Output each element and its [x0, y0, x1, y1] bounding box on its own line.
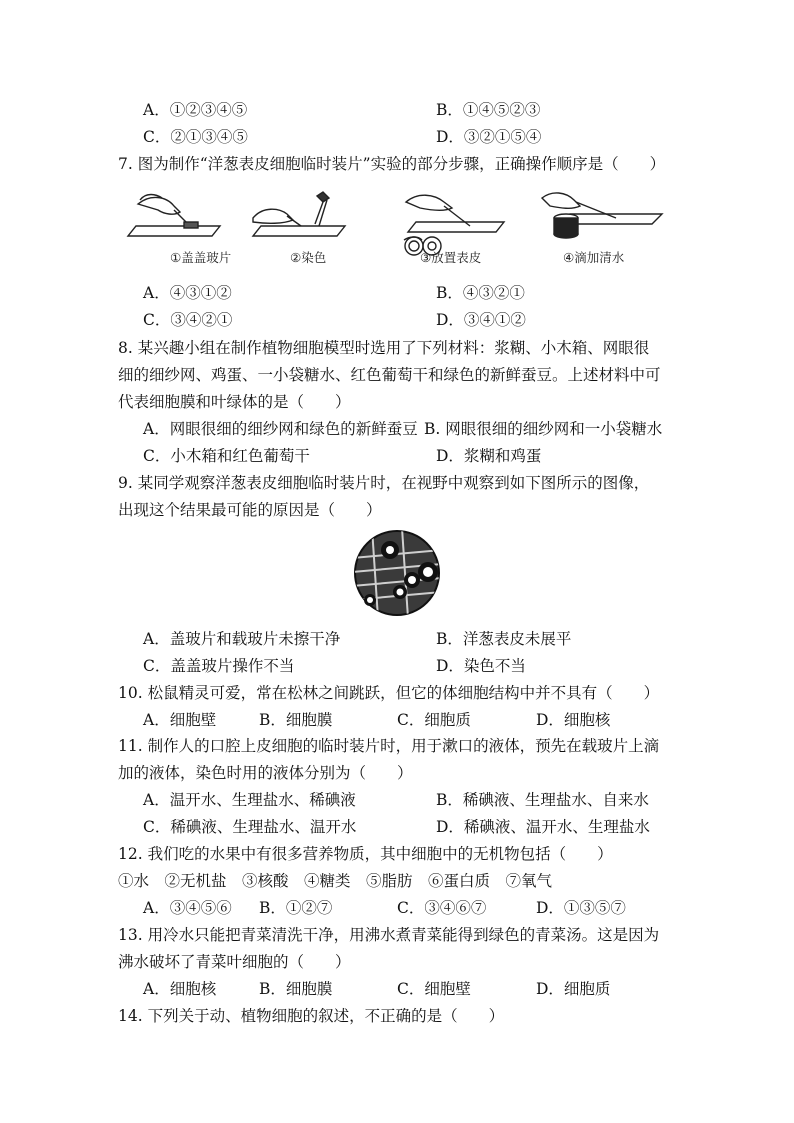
q10-option-b: B．细胞膜: [259, 711, 333, 729]
q9-stem-line-1: 9. 某同学观察洋葱表皮细胞临时装片时，在视野中观察到如下图所示的图像，: [118, 474, 650, 492]
q9-option-c: C．盖盖玻片操作不当: [143, 657, 295, 675]
q12-option-a: A．③④⑤⑥: [143, 899, 232, 917]
q6-option-a: A．①②③④⑤: [143, 101, 248, 119]
q13-option-d: D．细胞质: [536, 980, 611, 998]
q7-option-c: C．③④②①: [143, 311, 233, 329]
q12-option-d: D．①③⑤⑦: [536, 899, 626, 917]
q10-option-a: A．细胞壁: [143, 711, 217, 729]
q8-option-b: B. 网眼很细的细纱网和一小袋糖水: [424, 420, 663, 438]
q13-stem-line-2: 沸水破坏了青菜叶细胞的（ ）: [118, 953, 351, 971]
q6-option-d: D．③②①⑤④: [436, 128, 542, 146]
q6-option-b: B．①④⑤②③: [436, 101, 541, 119]
q10-option-d: D．细胞核: [536, 711, 611, 729]
step1-cover-slip-figure: [128, 195, 220, 237]
q10-stem: 10. 松鼠精灵可爱，常在松林之间跳跃，但它的体细胞结构中并不具有（ ）: [118, 684, 660, 702]
q13-stem-line-1: 13. 用冷水只能把青菜清洗干净，用沸水煮青菜能得到绿色的青菜汤。这是因为: [118, 926, 660, 944]
q7-caption-4: ④滴加清水: [563, 250, 625, 265]
q10-option-c: C．细胞质: [397, 711, 471, 729]
q14-stem: 14. 下列关于动、植物细胞的叙述，不正确的是（ ）: [118, 1007, 505, 1025]
q9-option-d: D．染色不当: [436, 657, 526, 675]
q7-caption-1: ①盖盖玻片: [170, 250, 232, 265]
q11-stem-line-2: 加的液体，染色时用的液体分别为（ ）: [118, 764, 413, 782]
q11-option-d: D．稀碘液、温开水、生理盐水: [436, 818, 650, 836]
step4-drop-water-figure: [542, 193, 662, 238]
q8-stem-line-1: 8. 某兴趣小组在制作植物细胞模型时选用了下列材料：浆糊、小木箱、网眼很: [118, 339, 650, 357]
q8-option-c: C．小木箱和红色葡萄干: [143, 447, 310, 465]
step3-place-epidermis-figure: [404, 195, 504, 255]
q7-option-d: D．③④①②: [436, 311, 526, 329]
q12-option-c: C．③④⑥⑦: [397, 899, 487, 917]
q7-caption-3: ③放置表皮: [420, 250, 482, 265]
q8-option-a: A．网眼很细的细纱网和绿色的新鲜蚕豆: [143, 420, 418, 438]
q7-stem: 7. 图为制作“洋葱表皮细胞临时装片”实验的部分步骤，正确操作顺序是（ ）: [118, 155, 666, 173]
q13-option-c: C．细胞壁: [397, 980, 471, 998]
q12-stem: 12. 我们吃的水果中有很多营养物质，其中细胞中的无机物包括（ ）: [118, 845, 613, 863]
q13-option-b: B．细胞膜: [259, 980, 333, 998]
q9-microscope-view: [352, 528, 442, 618]
step2-staining-figure: [253, 192, 345, 236]
q7-caption-2: ②染色: [290, 250, 327, 265]
q11-option-c: C．稀碘液、生理盐水、温开水: [143, 818, 357, 836]
q7-option-b: B．④③②①: [436, 284, 525, 302]
q6-option-c: C．②①③④⑤: [143, 128, 248, 146]
q9-option-a: A．盖玻片和载玻片未擦干净: [143, 630, 341, 648]
q8-stem-line-3: 代表细胞膜和叶绿体的是（ ）: [118, 393, 351, 411]
q11-option-a: A．温开水、生理盐水、稀碘液: [143, 791, 356, 809]
q13-option-a: A．细胞核: [143, 980, 217, 998]
q7-option-a: A．④③①②: [143, 284, 232, 302]
q8-stem-line-2: 细的细纱网、鸡蛋、一小袋糖水、红色葡萄干和绿色的新鲜蚕豆。上述材料中可: [118, 366, 661, 384]
q8-option-d: D．浆糊和鸡蛋: [436, 447, 542, 465]
q11-stem-line-1: 11. 制作人的口腔上皮细胞的临时装片时，用于漱口的液体，预先在载玻片上滴: [118, 737, 660, 755]
q11-option-b: B．稀碘液、生理盐水、自来水: [436, 791, 649, 809]
q12-option-b: B．①②⑦: [259, 899, 333, 917]
q9-option-b: B．洋葱表皮未展平: [436, 630, 572, 648]
q9-stem-line-2: 出现这个结果最可能的原因是（ ）: [118, 501, 382, 519]
q12-items: ①水 ②无机盐 ③核酸 ④糖类 ⑤脂肪 ⑥蛋白质 ⑦氧气: [118, 872, 553, 890]
